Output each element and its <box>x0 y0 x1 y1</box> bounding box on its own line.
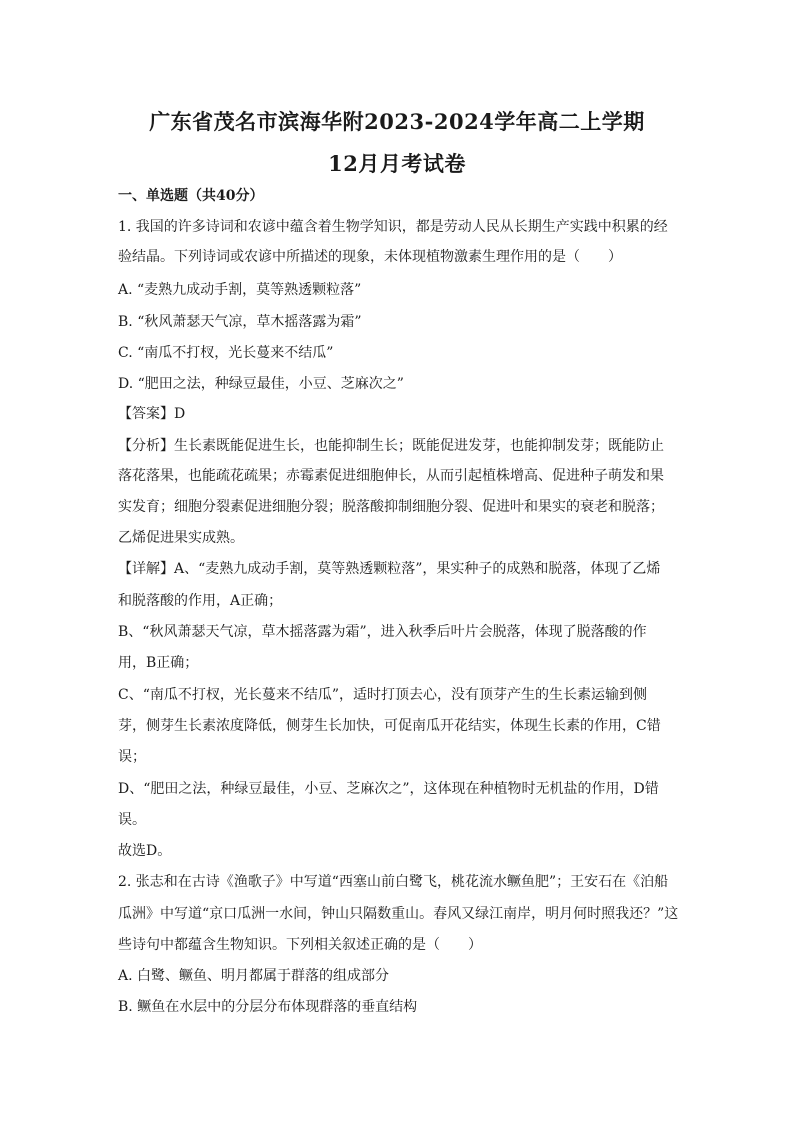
q1-detail-line: 芽，侧芽生长素浓度降低，侧芽生长加快，可促南瓜开花结实，体现生长素的作用，C错 <box>118 718 661 734</box>
page-title-line-2: 12月月考试卷 <box>328 151 466 176</box>
q1-detail-line: 【详解】A、“麦熟九成动手割，莫等熟透颗粒落”，果实种子的成熟和脱落，体现了乙烯 <box>118 561 661 577</box>
q2-stem-line: 2. 张志和在古诗《渔歌子》中写道“西塞山前白鹭飞，桃花流水鳜鱼肥”；王安石在《泊船 <box>118 874 669 890</box>
q1-answer: 【答案】D <box>118 406 186 422</box>
q1-option-a: A. “麦熟九成动手割，莫等熟透颗粒落” <box>118 282 362 298</box>
q1-option-d: D. “肥田之法，种绿豆最佳，小豆、芝麻次之” <box>118 376 404 392</box>
q1-detail-line: 误； <box>118 749 146 765</box>
section-heading: 一、单选题（共40分） <box>118 188 264 204</box>
q1-analysis-line: 【分析】生长素既能促进生长，也能抑制生长；既能促进发芽，也能抑制发芽；既能防止 <box>118 438 664 454</box>
q2-option-a: A. 白鹭、鳜鱼、明月都属于群落的组成部分 <box>118 968 390 984</box>
q1-stem-line: 验结晶。下列诗词或农谚中所描述的现象，未体现植物激素生理作用的是（ ） <box>118 249 622 265</box>
q2-stem-line: 些诗句中都蕴含生物知识。下列相关叙述正确的是（ ） <box>118 937 482 953</box>
q1-detail-line: 用，B正确； <box>118 655 199 671</box>
q1-detail-line: C、“南瓜不打杈，光长蔓来不结瓜”，适时打顶去心，没有顶芽产生的生长素运输到侧 <box>118 687 648 703</box>
q1-option-c: C. “南瓜不打杈，光长蔓来不结瓜” <box>118 345 334 361</box>
q1-detail-line: D、“肥田之法，种绿豆最佳，小豆、芝麻次之”，这体现在种植物时无机盐的作用，D错 <box>118 781 659 797</box>
q2-option-b: B. 鳜鱼在水层中的分层分布体现群落的垂直结构 <box>118 999 418 1015</box>
q1-analysis-line: 乙烯促进果实成熟。 <box>118 530 244 546</box>
q1-stem-line: 1. 我国的许多诗词和农谚中蕴含着生物学知识，都是劳动人民从长期生产实践中积累的经 <box>118 219 668 235</box>
page-title-line-1: 广东省茂名市滨海华附2023-2024学年高二上学期 <box>149 109 645 134</box>
q1-option-b: B. “秋风萧瑟天气凉，草木摇落露为霜” <box>118 314 362 330</box>
q1-detail-line: 误。 <box>118 812 146 828</box>
q2-stem-line: 瓜洲》中写道“京口瓜洲一水间，钟山只隔数重山。春风又绿江南岸，明月何时照我还？”这 <box>118 906 679 922</box>
q1-detail-line: 和脱落酸的作用，A正确； <box>118 593 283 609</box>
q1-analysis-line: 落花落果，也能疏花疏果；赤霉素促进细胞伸长，从而引起植株增高、促进种子萌发和果 <box>118 468 664 484</box>
q1-analysis-line: 实发育；细胞分裂素促进细胞分裂；脱落酸抑制细胞分裂、促进叶和果实的衰老和脱落； <box>118 499 664 515</box>
q1-detail-line: B、“秋风萧瑟天气凉，草木摇落露为霜”，进入秋季后叶片会脱落，体现了脱落酸的作 <box>118 624 647 640</box>
q1-conclusion: 故选D。 <box>118 843 172 859</box>
